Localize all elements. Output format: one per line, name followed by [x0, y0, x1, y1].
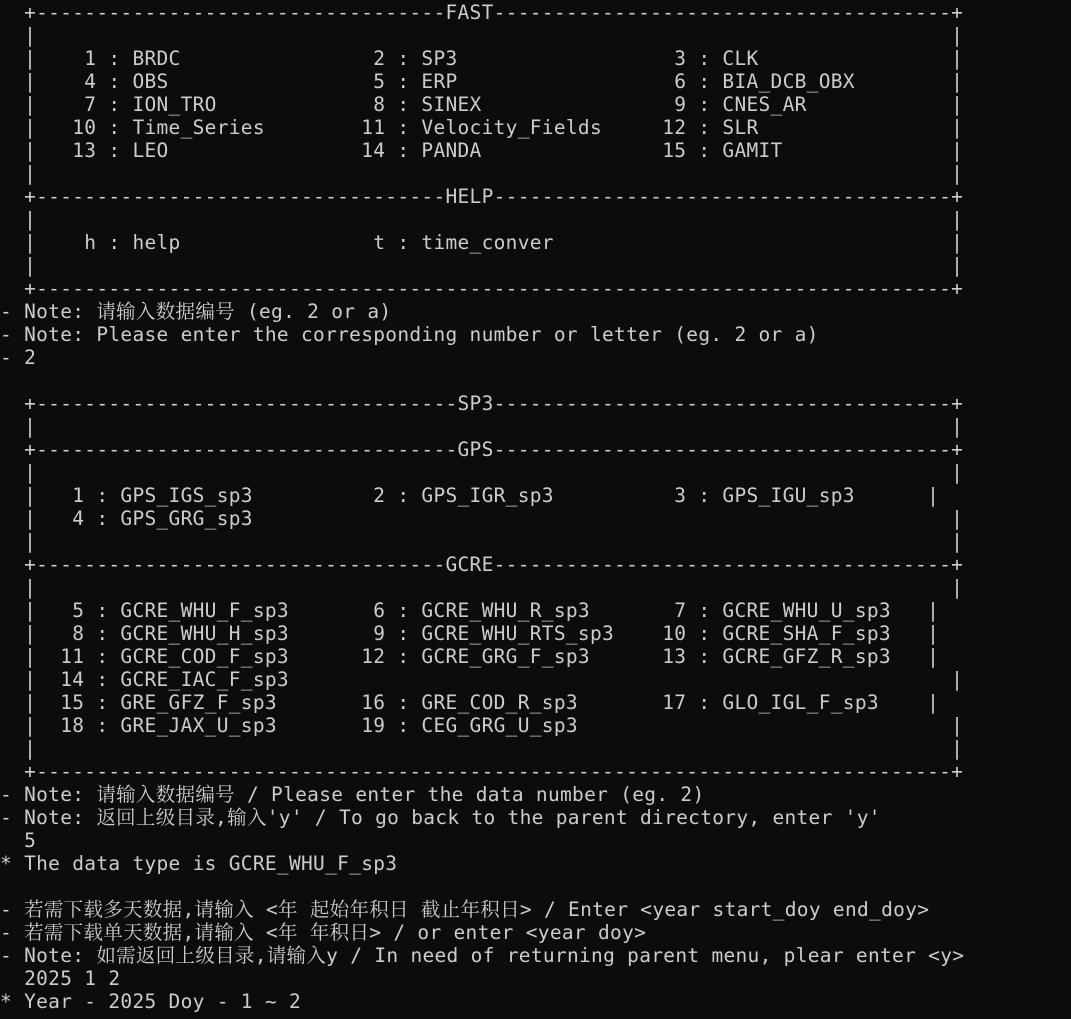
note-line: - Note: Please enter the corresponding number or letter (eg. 2 or a): [0, 323, 819, 346]
gcre-section-border: +----------------------------------GCRE--------------------------------------+: [0, 553, 964, 576]
status-line: * Year - 2025 Doy - 1 ~ 2: [0, 990, 301, 1013]
prompt-line: - 若需下载单天数据,请输入 <年 年积日> / or enter <year doy>: [0, 921, 647, 944]
help-menu-bottom-border: +----------------------------------------------------------------------------+: [0, 277, 964, 300]
gcre-menu-row: | 8 : GCRE_WHU_H_sp3 9 : GCRE_WHU_RTS_sp3 10 : GCRE_SHA_F_sp3 |: [0, 622, 940, 645]
prompt-line: - 若需下载多天数据,请输入 <年 起始年积日 截止年积日> / Enter <year start_doy end_doy>: [0, 898, 930, 921]
gcre-menu-row: | 15 : GRE_GFZ_F_sp3 16 : GRE_COD_R_sp3 17 : GLO_IGL_F_sp3 |: [0, 691, 940, 714]
gps-menu-row: | 4 : GPS_GRG_sp3 |: [0, 507, 964, 530]
gps-section-border: +-----------------------------------GPS--------------------------------------+: [0, 438, 964, 461]
note-line: - Note: 如需返回上级目录,请输入y / In need of returning parent menu, plear enter <y>: [0, 944, 965, 967]
sp3-menu-blank-row: | |: [0, 415, 964, 438]
gps-section-blank-row: | |: [0, 461, 964, 484]
user-input-line: 5: [0, 829, 37, 852]
note-line: - Note: 请输入数据编号 (eg. 2 or a): [0, 300, 392, 323]
fast-menu-row: | 1 : BRDC 2 : SP3 3 : CLK |: [0, 47, 964, 70]
help-menu-row: | h : help t : time_conver |: [0, 231, 964, 254]
gps-menu-row: | 1 : GPS_IGS_sp3 2 : GPS_IGR_sp3 3 : GPS_IGU_sp3 |: [0, 484, 940, 507]
help-menu-blank-row: | |: [0, 208, 964, 231]
gcre-menu-row: | 18 : GRE_JAX_U_sp3 19 : CEG_GRG_U_sp3 |: [0, 714, 964, 737]
gcre-menu-row: | 11 : GCRE_COD_F_sp3 12 : GCRE_GRG_F_sp3 13 : GCRE_GFZ_R_sp3 |: [0, 645, 940, 668]
fast-menu-top-border: +----------------------------------FAST--------------------------------------+: [0, 1, 964, 24]
gcre-section-blank-row: | |: [0, 737, 964, 760]
gps-section-blank-row: | |: [0, 530, 964, 553]
help-menu-blank-row: | |: [0, 254, 964, 277]
sp3-menu-top-border: +-----------------------------------SP3--------------------------------------+: [0, 392, 964, 415]
fast-menu-blank-row: | |: [0, 162, 964, 185]
gcre-menu-row: | 5 : GCRE_WHU_F_sp3 6 : GCRE_WHU_R_sp3 7 : GCRE_WHU_U_sp3 |: [0, 599, 940, 622]
fast-menu-blank-row: | |: [0, 24, 964, 47]
fast-menu-row: | 7 : ION_TRO 8 : SINEX 9 : CNES_AR |: [0, 93, 964, 116]
note-line: - Note: 请输入数据编号 / Please enter the data number (eg. 2): [0, 783, 705, 806]
gcre-menu-row: | 14 : GCRE_IAC_F_sp3 |: [0, 668, 964, 691]
note-line: - Note: 返回上级目录,输入'y' / To go back to the parent directory, enter 'y': [0, 806, 881, 829]
user-input-line: 2025 1 2: [0, 967, 121, 990]
fast-menu-row: | 13 : LEO 14 : PANDA 15 : GAMIT |: [0, 139, 964, 162]
fast-menu-row: | 4 : OBS 5 : ERP 6 : BIA_DCB_OBX |: [0, 70, 964, 93]
gcre-section-blank-row: | |: [0, 576, 964, 599]
sp3-menu-bottom-border: +----------------------------------------------------------------------------+: [0, 760, 964, 783]
fast-menu-row: | 10 : Time_Series 11 : Velocity_Fields 12 : SLR |: [0, 116, 964, 139]
help-menu-border: +----------------------------------HELP--------------------------------------+: [0, 185, 964, 208]
status-line: * The data type is GCRE_WHU_F_sp3: [0, 852, 398, 875]
user-input-line: - 2: [0, 346, 37, 369]
